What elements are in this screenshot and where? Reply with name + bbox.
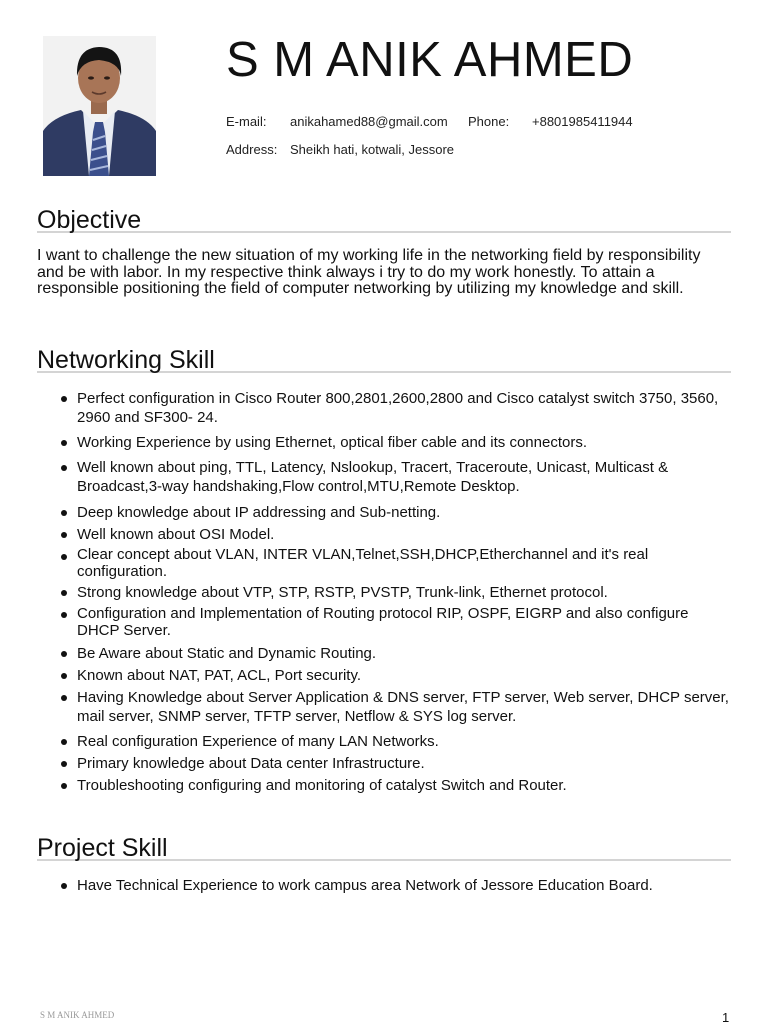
project-skill-list xyxy=(37,876,731,895)
bullet-icon xyxy=(61,739,67,745)
bullet-icon xyxy=(61,510,67,516)
list-item: Working Experience by using Ethernet, optical fiber cable and its connectors. xyxy=(37,433,731,452)
bullet-icon xyxy=(61,554,67,560)
networking-skill-list xyxy=(37,389,731,795)
list-item: Clear concept about VLAN, INTER VLAN,Telnet,SSH,DHCP,Etherchannel and it's real configuration. xyxy=(37,547,731,580)
list-item: Well known about OSI Model. xyxy=(37,525,731,544)
footer-name: S M ANIK AHMED xyxy=(40,1010,115,1020)
list-item: Perfect configuration in Cisco Router 800,2801,2600,2800 and Cisco catalyst switch 3750, 3560, 2960 and SF300- 24. xyxy=(37,389,731,427)
bullet-icon xyxy=(61,651,67,657)
bullet-icon xyxy=(61,883,67,889)
list-item: Configuration and Implementation of Routing protocol RIP, OSPF, EIGRP and also configure DHCP Server. xyxy=(37,605,731,639)
phone-value: +8801985411944 xyxy=(532,114,633,129)
list-item: Primary knowledge about Data center Infrastructure. xyxy=(37,754,731,773)
profile-photo xyxy=(43,36,156,176)
list-item: Be Aware about Static and Dynamic Routing. xyxy=(37,644,731,663)
list-item: Real configuration Experience of many LAN Networks. xyxy=(37,732,731,751)
project-skill-heading: Project Skill xyxy=(37,834,731,861)
list-item: Have Technical Experience to work campus area Network of Jessore Education Board. xyxy=(37,876,731,895)
networking-skill-heading: Networking Skill xyxy=(37,346,731,373)
objective-heading: Objective xyxy=(37,206,731,233)
bullet-icon xyxy=(61,396,67,402)
address-value: Sheikh hati, kotwali, Jessore xyxy=(290,142,455,157)
bullet-icon xyxy=(61,695,67,701)
objective-text: I want to challenge the new situation of my working life in the networking field by responsibility and be with labor. In my respective think always i try to do my work honestly. To attain a responsible positioning the field of computer networking by utilizing my knowledge and skill. xyxy=(37,247,701,297)
phone-label: Phone: xyxy=(468,114,510,129)
list-item: Deep knowledge about IP addressing and Sub-netting. xyxy=(37,503,731,522)
list-item: Well known about ping, TTL, Latency, Nslookup, Tracert, Traceroute, Unicast, Multicast & Broadcast,3-way handshaking,Flow control,MTU,Remote Desktop. xyxy=(37,458,731,496)
list-item: Troubleshooting configuring and monitoring of catalyst Switch and Router. xyxy=(37,776,731,795)
email-value[interactable]: anikahamed88@gmail.com xyxy=(290,114,448,129)
candidate-name: S M ANIK AHMED xyxy=(226,33,634,87)
bullet-icon xyxy=(61,783,67,789)
bullet-icon xyxy=(61,761,67,767)
email-label: E-mail: xyxy=(226,114,267,129)
bullet-icon xyxy=(61,612,67,618)
bullet-icon xyxy=(61,440,67,446)
page-number: 1 xyxy=(722,1010,730,1024)
list-item: Strong knowledge about VTP, STP, RSTP, PVSTP, Trunk-link, Ethernet protocol. xyxy=(37,583,731,602)
list-item: Known about NAT, PAT, ACL, Port security. xyxy=(37,666,731,685)
bullet-icon xyxy=(61,465,67,471)
bullet-icon xyxy=(61,590,67,596)
address-label: Address: xyxy=(226,142,278,157)
list-item: Having Knowledge about Server Application & DNS server, FTP server, Web server, DHCP server, mail server, SNMP server, TFTP server, Netflow & SYS log server. xyxy=(37,688,731,726)
bullet-icon xyxy=(61,673,67,679)
bullet-icon xyxy=(61,532,67,538)
